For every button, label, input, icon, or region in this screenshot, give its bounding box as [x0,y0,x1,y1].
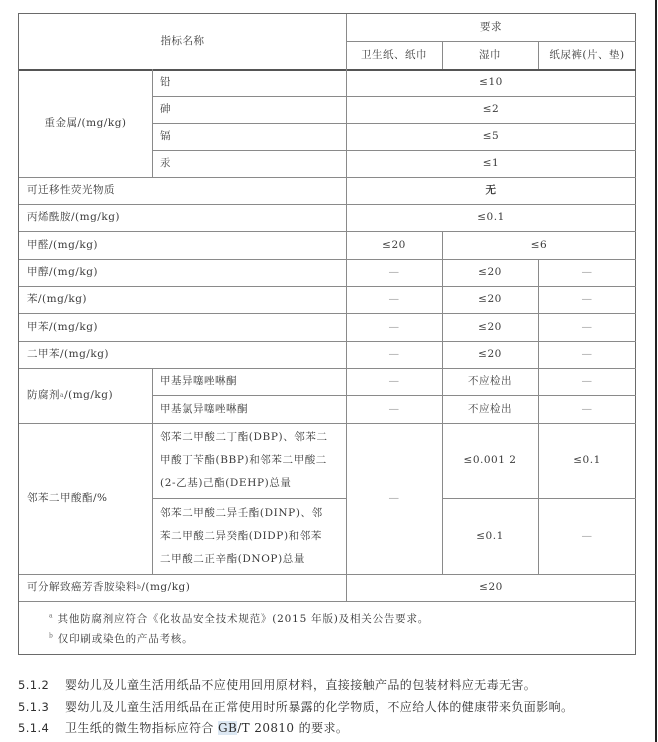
header-wet-wipes: 湿巾 [479,48,501,61]
preservative-name: 甲基氯异噻唑啉酮 [160,402,248,415]
substance-label: 二甲苯/(mg/kg) [27,348,110,361]
azo-dyes-value: ≤20 [479,581,503,594]
heavy-metal-name: 汞 [160,157,171,170]
acrylamide-label: 丙烯酰胺/(mg/kg) [27,211,121,224]
footnote-b [49,631,193,646]
paragraph-5-1-3 [18,698,573,715]
header-indicator-name: 指标名称 [160,35,205,48]
phthalate-group-1 [152,426,346,498]
wet-value: ≤20 [478,320,502,333]
preservative-name: 甲基异噻唑啉酮 [160,375,237,388]
phthalate-line: (2-乙基)己酯(DEHP)总量 [160,477,292,489]
toilet-value: — [388,375,400,388]
footnote-ref-a: a [60,391,65,399]
azo-dyes-label [19,574,346,601]
clause-text: 婴幼儿及儿童生活用纸品在正常使用时所暴露的化学物质，不应给人体的健康带来负面影响。 [65,700,574,714]
header-toilet-paper: 卫生纸、纸巾 [361,48,427,61]
diaper-value: — [581,266,593,279]
diaper-value: — [581,320,593,333]
preservatives-label [19,368,152,423]
phthalate-diaper-value: ≤0.1 [573,454,601,467]
header-requirement: 要求 [480,21,502,34]
phthalate-diaper-value: — [581,529,593,542]
phthalate-line: 邻苯二甲酸二异壬酯(DINP)、邻 [160,507,323,519]
formaldehyde-toilet-value: ≤20 [382,238,406,251]
diaper-value: — [581,293,593,306]
substance-label: 甲醇/(mg/kg) [27,266,99,279]
requirements-table [18,13,636,655]
phthalate-wet-value: ≤0.001 2 [463,454,517,467]
toilet-value: — [388,293,400,306]
phthalate-line: 邻苯二甲酸二丁酯(DBP)、邻苯二 [160,431,328,443]
acrylamide-value: ≤0.1 [477,211,505,224]
heavy-metal-name: 镉 [160,130,171,143]
wet-value: 不应检出 [468,402,512,415]
heavy-metal-value: ≤10 [479,76,503,89]
clause-text: 婴幼儿及儿童生活用纸品不应使用回用原材料，直接接触产品的包装材料应无毒无害。 [65,678,537,692]
phthalate-line: 苯二甲酸二异癸酯(DIDP)和邻苯 [160,530,322,542]
wet-value: ≤20 [478,348,502,361]
toilet-value: — [388,402,400,415]
heavy-metals-label: 重金属/(mg/kg) [44,116,127,129]
wet-value: ≤20 [478,266,502,279]
heavy-metal-value: ≤5 [482,130,500,143]
fluorescent-value: 无 [485,184,497,197]
clause-number: 5.1.3 [18,700,50,714]
preservatives-unit: /(mg/kg) [64,389,114,402]
toilet-value: — [388,320,400,333]
preservatives-label-text: 防腐剂 [27,389,60,402]
footnote-ref-b: b [137,583,142,591]
paragraph-5-1-4 [18,719,348,736]
clause-number: 5.1.2 [18,678,50,692]
footnote-a [49,611,429,626]
clause-text-after: /T 20810 的要求。 [237,721,349,735]
footnote-text: 其他防腐剂应符合《化妆品安全技术规范》(2015 年版)及相关公告要求。 [57,613,430,625]
substance-label: 甲苯/(mg/kg) [27,320,99,333]
formaldehyde-wet-diaper-value: ≤6 [530,238,548,251]
heavy-metal-value: ≤1 [482,157,500,170]
clause-number: 5.1.4 [18,721,50,735]
phthalates-label: 邻苯二甲酸酯/% [27,492,108,505]
diaper-value: — [581,402,593,415]
toilet-value: — [388,266,400,279]
fluorescent-label: 可迁移性荧光物质 [27,184,115,197]
toilet-value: — [388,348,400,361]
phthalates-toilet-value: — [388,492,400,505]
clause-text-before: 卫生纸的微生物指标应符合 [65,721,219,735]
highlighted-text[interactable]: GB [218,721,238,735]
paragraph-5-1-2 [18,676,536,693]
heavy-metal-value: ≤2 [482,103,500,116]
window-edge [655,0,657,742]
diaper-value: — [581,348,593,361]
phthalate-wet-value: ≤0.1 [476,529,504,542]
diaper-value: — [581,375,593,388]
heavy-metal-name: 砷 [160,103,171,116]
azo-dyes-unit: /(mg/kg) [141,581,191,594]
phthalate-line: 甲酸丁苄酯(BBP)和邻苯二甲酸二 [160,454,327,466]
wet-value: ≤20 [478,293,502,306]
phthalate-line: 二甲酸二正辛酯(DNOP)总量 [160,553,305,565]
azo-dyes-label-text: 可分解致癌芳香胺染料 [27,581,137,594]
footnote-text: 仅印刷或染色的产品考核。 [57,633,194,645]
footnote-mark: b [49,632,54,640]
header-diapers: 纸尿裤(片、垫) [549,48,625,61]
footnote-mark: a [49,612,54,620]
substance-label: 苯/(mg/kg) [27,293,88,306]
formaldehyde-label: 甲醛/(mg/kg) [27,238,99,251]
heavy-metal-name: 铅 [160,76,171,89]
phthalate-group-2 [152,502,346,574]
wet-value: 不应检出 [468,375,512,388]
